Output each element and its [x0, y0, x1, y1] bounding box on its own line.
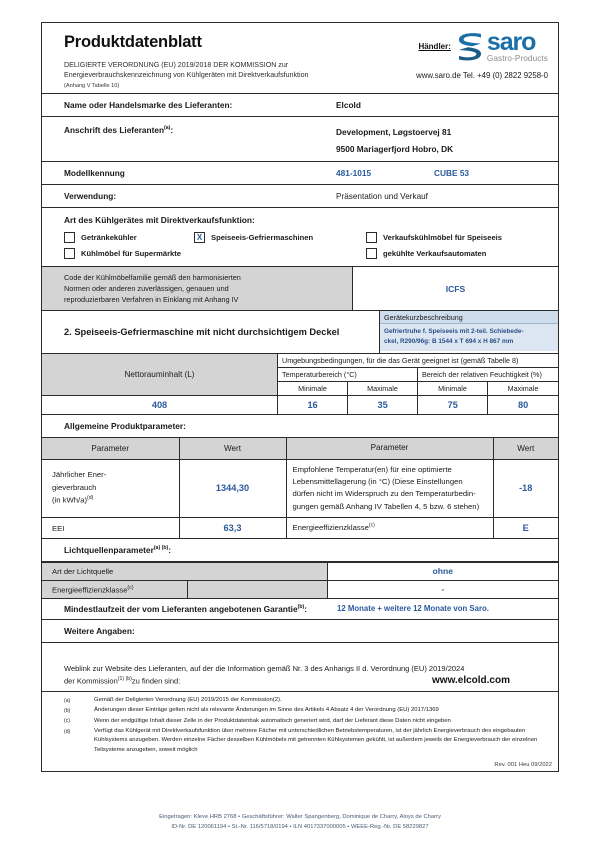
- footnotes-block: [42, 692, 558, 758]
- weblink-line-2-text: [64, 676, 180, 686]
- light-class-label-text: Energieeffizienzklasse: [52, 585, 128, 595]
- datasheet-frame: [41, 22, 559, 772]
- table-row-annual-energy: [42, 459, 558, 518]
- model-name: CUBE 53: [434, 168, 470, 179]
- light-params-table: [42, 562, 558, 599]
- company-footer-line-2: ID-Nr. DE 120061194 • St.-Nr. 116/5718/0194 • ILN 4017337000005 • WEEE-Reg.-Nr. DE 58229827: [171, 824, 429, 831]
- footnote-b-key: (b): [64, 707, 71, 714]
- saro-swirl-icon: [457, 31, 483, 63]
- humidity-min-value: 75: [418, 396, 488, 414]
- footnote-d-text: Verfügt das Kühlgerät mit Direktverkaufsfunktion über mehrere Fächer mit unterschiedlichen Betriebstemperaturen, ist der jährlich Energieverbrauch des eingebauten Kühlsystems anzugeben. Werden einzelne Fächer desselben Kühlmöbels mit getrennten Kühlsystemen gekühlt, ist außerdem jeweils der Energieverbrauch der einzelnen Teilsysteme anzugeben, soweit möglich: [94, 728, 538, 753]
- checkbox-getraenkekuehler-icon[interactable]: [64, 232, 75, 243]
- usage-value: Präsentation und Verkauf: [336, 191, 428, 201]
- model-row: [42, 162, 558, 185]
- temp-min-header: Minimale: [278, 382, 348, 395]
- checkbox-supermarkt-label: Kühlmöbel für Supermärkte: [81, 249, 182, 259]
- environment-conditions-header: Umgebungsbedingungen, für die das Gerät geeignet ist (gemäß Tabelle 8): [278, 354, 558, 368]
- supplier-name-label: Name oder Handelsmarke des Lieferanten:: [64, 100, 233, 111]
- checkbox-option-verkaufsautomaten[interactable]: [366, 248, 486, 259]
- family-code-row: [42, 267, 558, 311]
- footnote-d-key: (d): [64, 728, 71, 735]
- section-2-title: 2. Speiseeis-Gefriermaschine mit nicht durchsichtigem Deckel: [64, 327, 340, 338]
- warranty-label: [64, 604, 307, 614]
- humidity-range-header: Bereich der relativen Feuchtigkeit (%): [422, 370, 542, 380]
- general-params-title: Allgemeine Produktparameter:: [42, 415, 558, 438]
- dealer-block: [360, 28, 548, 63]
- environment-header-table: [42, 354, 558, 396]
- saro-logo: [457, 28, 548, 63]
- weblink-pre: der Kommission: [64, 676, 118, 686]
- dealer-label: Händler:: [418, 41, 451, 51]
- usage-row: [42, 185, 558, 208]
- device-description-line-1: Gefriertruhe f. Speiseeis mit 2-teil. Schiebede-: [384, 328, 524, 336]
- environment-subheaders: [278, 368, 558, 382]
- checkbox-verkaufskuehlmoebel-label: Verkaufskühlmöbel für Speiseeis: [383, 233, 503, 243]
- page-title: Produktdatenblatt: [64, 33, 202, 51]
- revision-label: Rev. 001 Heu 09/2022: [494, 762, 552, 769]
- light-class-value: -: [327, 580, 558, 598]
- recommended-temp-label: [286, 459, 493, 518]
- annual-energy-label-line-2: gieverbrauch: [52, 482, 97, 492]
- checkbox-verkaufsautomaten-label: gekühlte Verkaufsautomaten: [383, 249, 487, 259]
- section-2-row: [42, 311, 558, 354]
- humidity-min-header: Minimale: [418, 382, 488, 395]
- table-row-eei: [42, 518, 558, 539]
- footnote-c-key: (c): [64, 718, 70, 725]
- checkbox-option-supermarkt[interactable]: [64, 248, 366, 259]
- footnote-c: [64, 717, 550, 726]
- appliance-type-title: Art des Kühlgerätes mit Direktverkaufsfunktion:: [64, 215, 255, 226]
- device-short-description: [379, 311, 558, 353]
- energy-class-value: E: [493, 518, 558, 539]
- checkbox-getraenkekuehler-label: Getränkekühler: [81, 233, 137, 243]
- supplier-website-link[interactable]: www.elcold.com: [432, 675, 510, 687]
- device-description-line-2: ckel, R290/96g: B 1544 x T 694 x H 867 mm: [384, 338, 514, 346]
- supplier-address-colon: :: [170, 125, 174, 136]
- logo-text: [486, 28, 548, 63]
- energy-class-footnote-marker: (c): [368, 522, 375, 529]
- checkbox-supermarkt-icon[interactable]: [64, 248, 75, 259]
- supplier-address-footnote-marker: (a): [164, 125, 171, 132]
- light-class-spacer: [187, 580, 327, 598]
- footnote-a: [64, 696, 550, 705]
- dealer-contact: www.saro.de Tel. +49 (0) 2822 9258-0: [416, 71, 548, 81]
- supplier-name-row: [42, 94, 558, 117]
- annex-reference: (Anhang V Tabelle 10): [64, 83, 120, 90]
- checkbox-verkaufskuehlmoebel-icon[interactable]: [366, 232, 377, 243]
- model-values: [330, 163, 558, 183]
- temp-min-value: 16: [278, 396, 348, 414]
- regulation-line-2: Energieverbrauchskennzeichnung von Kühlgeräten mit Direktverkaufsfunktion: [64, 71, 309, 80]
- appliance-type-row-1: [42, 232, 558, 248]
- family-code-description: [42, 267, 353, 310]
- light-params-title-text: Lichtquellenparameter: [64, 544, 154, 555]
- checkbox-option-verkaufskuehlmoebel[interactable]: [366, 232, 502, 243]
- energy-class-label: [286, 518, 493, 539]
- supplier-address-label: [42, 117, 330, 140]
- recommended-temp-line-2: Lebensmittellagerung (in °C) (Diese Einstellungen: [292, 476, 463, 486]
- supplier-address-value: [330, 117, 558, 158]
- annual-energy-label-line-3: (in kWh/a): [52, 495, 88, 505]
- recommended-temp-line-4: gungen gemäß Anhang IV Tabellen 4, 5 bzw. 6 stehen): [292, 501, 480, 511]
- footnote-b-text: Änderungen dieser Einträge gelten nicht als relevante Änderungen im Sinne des Artikels 4 Absatz 4 der Verordnung (EU) 2017/1369: [94, 707, 439, 714]
- annual-energy-value: 1344,30: [179, 459, 286, 518]
- light-type-label: Art der Lichtquelle: [42, 562, 327, 580]
- humidity-max-header: Maximale: [507, 384, 539, 394]
- recommended-temp-line-3: dürfen nicht im Widerspruch zu den Temperaturbedin-: [292, 489, 476, 499]
- light-params-footnote-marker: (a) (b): [153, 545, 169, 552]
- family-code-desc-line-1: Code der Kühlmöbelfamilie gemäß den harmonisierten: [64, 273, 241, 283]
- company-footer: [0, 812, 600, 832]
- temp-max-value: 35: [348, 396, 418, 414]
- footnote-c-text: Wenn der endgültige Inhalt dieser Zelle in der Produktdatenbak automatisch generiert wird, darf der Lieferant diese Daten nicht eingeben: [94, 717, 451, 724]
- footnote-a-text: Gemäß der Deligierten Verordnung (EU) 2019/2015 der Kommission(2).: [94, 697, 282, 704]
- environment-conditions: [278, 354, 558, 395]
- recommended-temp-line-1: Empfohlene Temperatur(en) für eine optimierte: [292, 464, 452, 474]
- light-params-title: [42, 539, 558, 562]
- additional-info-body: [42, 643, 558, 657]
- footnote-a-key: (a): [64, 697, 71, 704]
- family-code-value: ICFS: [445, 283, 466, 294]
- supplier-address-row: [42, 117, 558, 162]
- light-type-value: ohne: [327, 562, 558, 580]
- energy-class-label-text: Energieeffizienzklasse: [292, 523, 369, 533]
- weblink-footnote-marker: (1) (b): [117, 675, 132, 682]
- usage-label: Verwendung:: [64, 191, 117, 202]
- company-footer-line-1: Eingetragen: Kleve HRB 2768 • Geschäftsführer: Walter Spangenberg, Dominique de Charry, Aloys de Charry: [159, 814, 441, 820]
- warranty-value: 12 Monate + weitere 12 Monate von Saro.: [337, 604, 489, 614]
- weblink-line-2: [64, 675, 548, 686]
- light-class-footnote-marker: (c): [127, 584, 134, 591]
- header-left: [42, 31, 360, 89]
- header-right: [360, 28, 558, 81]
- additional-info-title: Weitere Angaben:: [42, 620, 558, 643]
- regulation-line-1: DELIGIERTE VERORDNUNG (EU) 2019/2018 DER KOMMISSION zur: [64, 61, 289, 69]
- checkbox-speiseeis-gefriermaschinen-label: Speiseeis-Gefriermaschinen: [211, 233, 314, 243]
- model-label: Modellkennung: [64, 168, 125, 179]
- device-description-header: Gerätekurzbeschreibung: [380, 311, 558, 324]
- eei-value: 63,3: [179, 518, 286, 539]
- header-parameter-1: Parameter: [42, 438, 179, 459]
- net-volume-label: Nettorauminhalt (L): [42, 354, 278, 395]
- warranty-colon: :: [304, 603, 308, 614]
- logo-wordmark: saro: [486, 28, 536, 56]
- temperature-range-header: Temperaturbereich (°C): [278, 368, 418, 381]
- recommended-temp-value: -18: [493, 459, 558, 518]
- annual-energy-label: [42, 459, 179, 518]
- light-class-label: [42, 580, 187, 598]
- model-number: 481-1015: [336, 168, 372, 179]
- checkbox-verkaufsautomaten-icon[interactable]: [366, 248, 377, 259]
- supplier-name-value: Elcold: [336, 100, 361, 111]
- general-params-header-row: [42, 438, 558, 459]
- footnote-b: [64, 706, 550, 715]
- checkbox-option-speiseeis-gefriermaschinen[interactable]: [194, 232, 366, 243]
- warranty-label-text: Mindestlaufzeit der vom Lieferanten angebotenen Garantie: [64, 603, 298, 614]
- document-header: [42, 23, 558, 94]
- temp-max-header: Maximale: [348, 382, 418, 395]
- warranty-footnote-marker: (b): [297, 604, 305, 611]
- weblink-block: [42, 657, 558, 692]
- address-line-1: Development, Løgstoervej 81: [336, 127, 452, 138]
- appliance-type-row-2: [42, 248, 558, 259]
- net-volume-value: 408: [42, 396, 278, 414]
- address-line-2: 9500 Mariagerfjord Hobro, DK: [336, 144, 454, 155]
- checkbox-option-getraenkekuehler[interactable]: [64, 232, 194, 243]
- annual-energy-label-line-1: Jährlicher Ener-: [52, 470, 107, 480]
- weblink-post: zu finden sind:: [131, 676, 181, 686]
- logo-tagline: Gastro-Products: [486, 54, 548, 63]
- light-params-colon: :: [168, 544, 172, 555]
- family-code-desc-line-2: Normen oder anderen zuverlässigen, genauen und: [64, 284, 229, 294]
- header-value-2: Wert: [493, 438, 558, 459]
- appliance-type-block: [42, 208, 558, 267]
- weblink-line-1: Weblink zur Website des Lieferanten, auf der die Information gemäß Nr. 3 des Anhangs II d. Verordnung (EU) 2019/2024: [64, 663, 465, 673]
- humidity-max-value: 80: [518, 400, 529, 411]
- device-description-body: [380, 324, 558, 351]
- checkbox-speiseeis-gefriermaschinen-icon[interactable]: X: [194, 232, 205, 243]
- header-parameter-2: Parameter: [286, 438, 493, 459]
- table-row-light-class: [42, 580, 558, 598]
- eei-label: EEI: [42, 518, 179, 539]
- header-value-1: Wert: [179, 438, 286, 459]
- table-row-light-type: [42, 562, 558, 580]
- supplier-address-label-text: Anschrift des Lieferanten: [64, 125, 165, 136]
- family-code-desc-line-3: reproduzierbaren Verfahren in Einklang mit Anhang IV: [64, 295, 239, 305]
- warranty-row: [42, 599, 558, 620]
- footnote-d: [64, 727, 550, 755]
- general-params-table: [42, 438, 558, 539]
- environment-minmax-headers: [278, 382, 558, 395]
- annual-energy-footnote-marker: (d): [87, 495, 94, 502]
- environment-values-row: [42, 396, 558, 415]
